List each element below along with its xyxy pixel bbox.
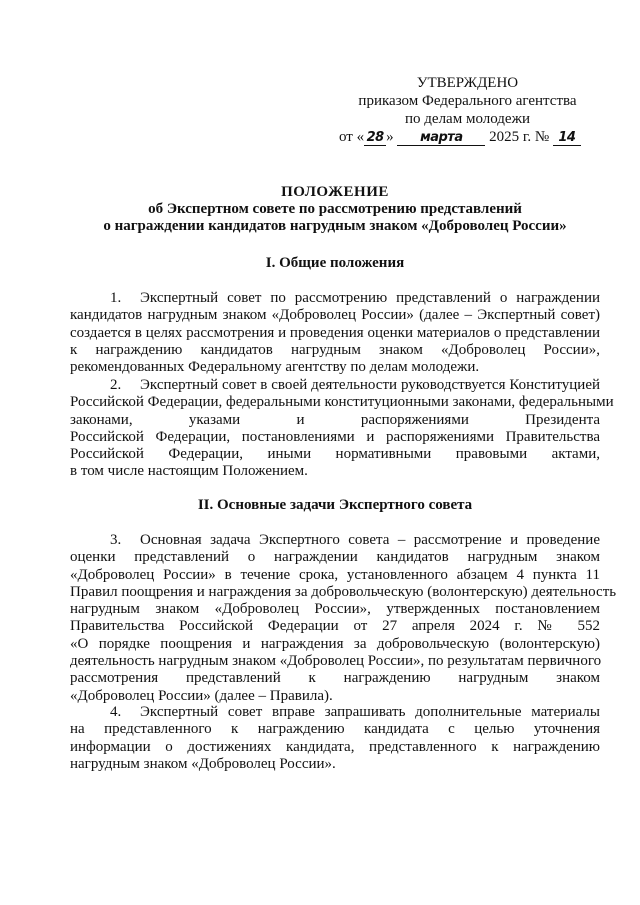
title-line-3: о награждении кандидатов нагрудным знаком «Доброволец России» <box>103 218 567 234</box>
paragraph-line: Российской Федерации, иными нормативными правовыми актами, <box>70 446 600 463</box>
paragraph-line: оценки представлений о награждении кандидатов нагрудным знаком <box>70 549 600 566</box>
paragraph-line: «Доброволец России» (далее – Правила). <box>70 687 333 704</box>
paragraph-line: Российской Федерации, федеральными конституционными законами, федеральными <box>70 394 614 411</box>
title-line-2: об Экспертном совете по рассмотрению представлений <box>148 201 522 217</box>
paragraph-line: Экспертный совет в своей деятельности руководствуется Конституцией <box>140 377 600 393</box>
approval-order-line: приказом Федерального агентства <box>358 93 577 109</box>
paragraph-line: Основная задача Экспертного совета – рассмотрение и проведение <box>140 532 600 548</box>
paragraph-4 <box>70 704 600 773</box>
paragraph-number: 4. <box>110 704 122 720</box>
paragraph-1 <box>70 290 600 376</box>
paragraph-line: Экспертный совет вправе запрашивать дополнительные материалы <box>140 704 600 720</box>
paragraph-number: 3. <box>110 532 122 548</box>
paragraph-line: «О порядке поощрения и награждения за добровольческую (волонтерскую) <box>70 635 600 652</box>
paragraph-line: законами, указами и распоряжениями Президента <box>70 411 600 428</box>
paragraph-3 <box>70 532 617 705</box>
date-year: 2025 г. № <box>489 129 550 145</box>
date-prefix: от « <box>339 129 365 145</box>
approval-date-line <box>335 128 600 146</box>
paragraph-line: рекомендованных Федеральному агентству по делам молодежи. <box>70 359 480 376</box>
paragraph-line: «Доброволец России» в течение срока, установленного абзацем 4 пункта 11 <box>70 566 600 583</box>
date-quote-close: » <box>386 129 394 145</box>
document-title <box>70 184 600 235</box>
handwritten-order-number: 14 <box>553 131 581 146</box>
title-main: ПОЛОЖЕНИЕ <box>281 184 389 200</box>
paragraph-line: Правительства Российской Федерации от 27 апреля 2024 г. № 552 <box>70 618 600 635</box>
paragraph-2 <box>70 377 614 481</box>
approval-title: УТВЕРЖДЕНО <box>416 75 519 91</box>
paragraph-line: к награждению кандидатов нагрудным знаком «Доброволец России», <box>70 341 600 358</box>
section-1-heading: I. Общие положения <box>265 255 405 271</box>
paragraph-number: 1. <box>110 290 122 306</box>
paragraph-line: Экспертный совет по рассмотрению представлений о награждении <box>140 290 600 306</box>
paragraph-line: создается в целях рассмотрения и проведения оценки материалов о представлении <box>70 324 600 341</box>
handwritten-month: марта <box>397 131 485 146</box>
handwritten-day: 28 <box>364 131 386 146</box>
paragraph-line: рассмотрения представлений к награждению нагрудным знаком <box>70 670 600 687</box>
approval-stamp <box>335 74 600 146</box>
paragraph-line: информации о достижениях кандидата, представленного к награждению <box>70 738 600 755</box>
paragraph-line: нагрудным знаком «Доброволец России». <box>70 755 336 772</box>
paragraph-number: 2. <box>110 377 122 393</box>
paragraph-line: Правил поощрения и награждения за добровольческую (волонтерскую) деятельность <box>70 583 617 600</box>
paragraph-line: в том числе настоящим Положением. <box>70 463 308 480</box>
paragraph-line: кандидатов нагрудным знаком «Доброволец России» (далее – Экспертный совет) <box>70 307 600 324</box>
paragraph-line: на представленного к награждению кандидата с целью уточнения <box>70 721 600 738</box>
paragraph-line: нагрудным знаком «Доброволец России», утвержденных постановлением <box>70 601 600 618</box>
paragraph-line: деятельность нагрудным знаком «Доброволец России», по результатам первичного <box>70 653 602 670</box>
approval-agency-line: по делам молодежи <box>405 111 530 127</box>
paragraph-line: Российской Федерации, постановлениями и распоряжениями Правительства <box>70 428 600 445</box>
section-2-heading: II. Основные задачи Экспертного совета <box>197 497 473 513</box>
